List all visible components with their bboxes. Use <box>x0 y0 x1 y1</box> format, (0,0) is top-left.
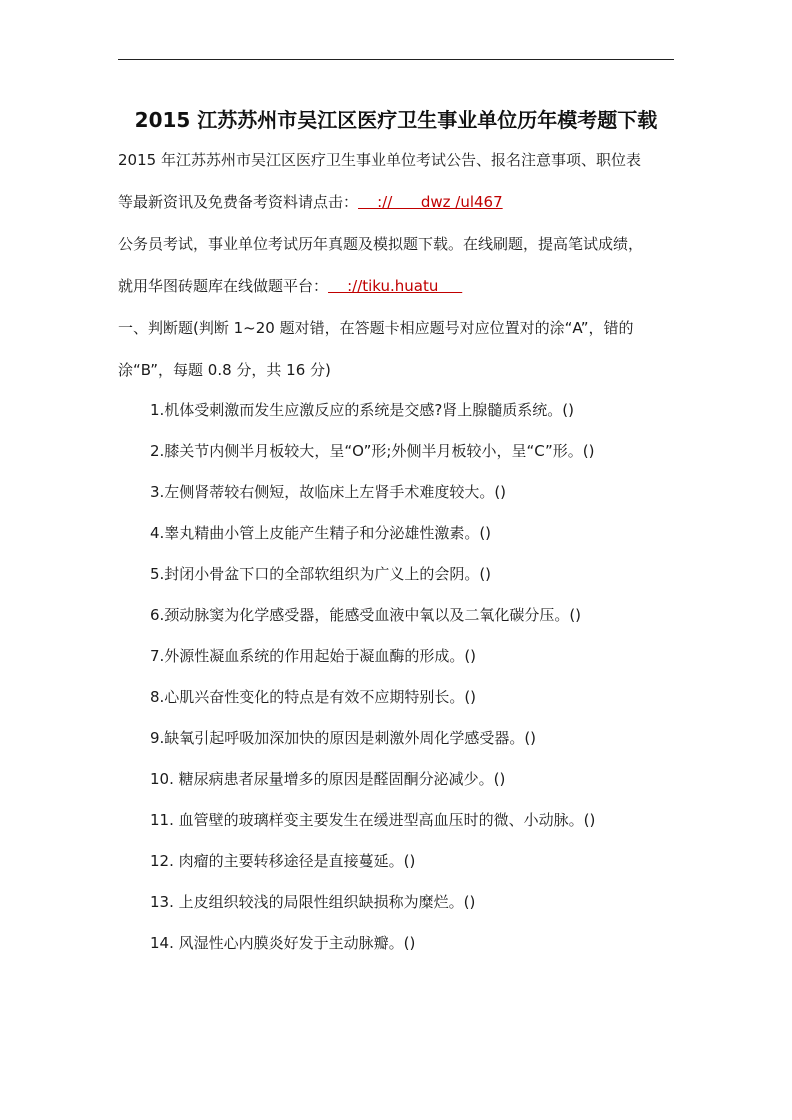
question-item: 5.封闭小骨盆下口的全部软组织为广义上的会阴。() <box>150 565 492 583</box>
intro-line-1: 2015 年江苏苏州市吴江区医疗卫生事业单位考试公告、报名注意事项、职位表 <box>118 151 641 169</box>
intro-line-4-text: 就用华图砖题库在线做题平台： <box>118 277 329 295</box>
intro-line-2 <box>118 192 503 212</box>
document-title: 2015 江苏苏州市吴江区医疗卫生事业单位历年模考题下载 <box>134 108 658 132</box>
section-heading-line-2: 涂“B”，每题 0.8 分，共 16 分) <box>118 361 331 379</box>
question-item: 9.缺氧引起呼吸加深加快的原因是刺激外周化学感受器。() <box>150 729 537 747</box>
question-item: 8.心肌兴奋性变化的特点是有效不应期特别长。() <box>150 688 477 706</box>
intro-line-4 <box>118 276 462 296</box>
tiku-link[interactable]: ://tiku.huatu <box>328 277 463 295</box>
intro-line-2-text: 等最新资讯及免费备考资料请点击： <box>118 193 359 211</box>
header-rule <box>118 59 674 60</box>
question-item: 4.睾丸精曲小管上皮能产生精子和分泌雄性激素。() <box>150 524 492 542</box>
section-heading-line-1: 一、判断题(判断 1~20 题对错，在答题卡相应题号对应位置对的涂“A”，错的 <box>118 319 634 337</box>
question-item: 12. 肉瘤的主要转移途径是直接蔓延。() <box>150 852 416 870</box>
question-item: 1.机体受刺激而发生应激反应的系统是交感?肾上腺髓质系统。() <box>150 401 574 419</box>
question-item: 3.左侧肾蒂较右侧短，故临床上左肾手术难度较大。() <box>150 483 507 501</box>
question-item: 14. 风湿性心内膜炎好发于主动脉瓣。() <box>150 934 416 952</box>
intro-line-3: 公务员考试，事业单位考试历年真题及模拟题下载。在线刷题，提高笔试成绩， <box>118 235 644 253</box>
question-item: 10. 糖尿病患者尿量增多的原因是醛固酮分泌减少。() <box>150 770 506 788</box>
question-item: 11. 血管壁的玻璃样变主要发生在缓进型高血压时的微、小动脉。() <box>150 811 596 829</box>
question-item: 13. 上皮组织较浅的局限性组织缺损称为糜烂。() <box>150 893 476 911</box>
question-item: 6.颈动脉窦为化学感受器，能感受血液中氧以及二氧化碳分压。() <box>150 606 582 624</box>
question-item: 2.膝关节内侧半月板较大，呈“O”形;外侧半月板较小，呈“C”形。() <box>150 442 595 460</box>
download-link[interactable]: :// dwz /ul467 <box>358 193 503 211</box>
question-item: 7.外源性凝血系统的作用起始于凝血酶的形成。() <box>150 647 477 665</box>
